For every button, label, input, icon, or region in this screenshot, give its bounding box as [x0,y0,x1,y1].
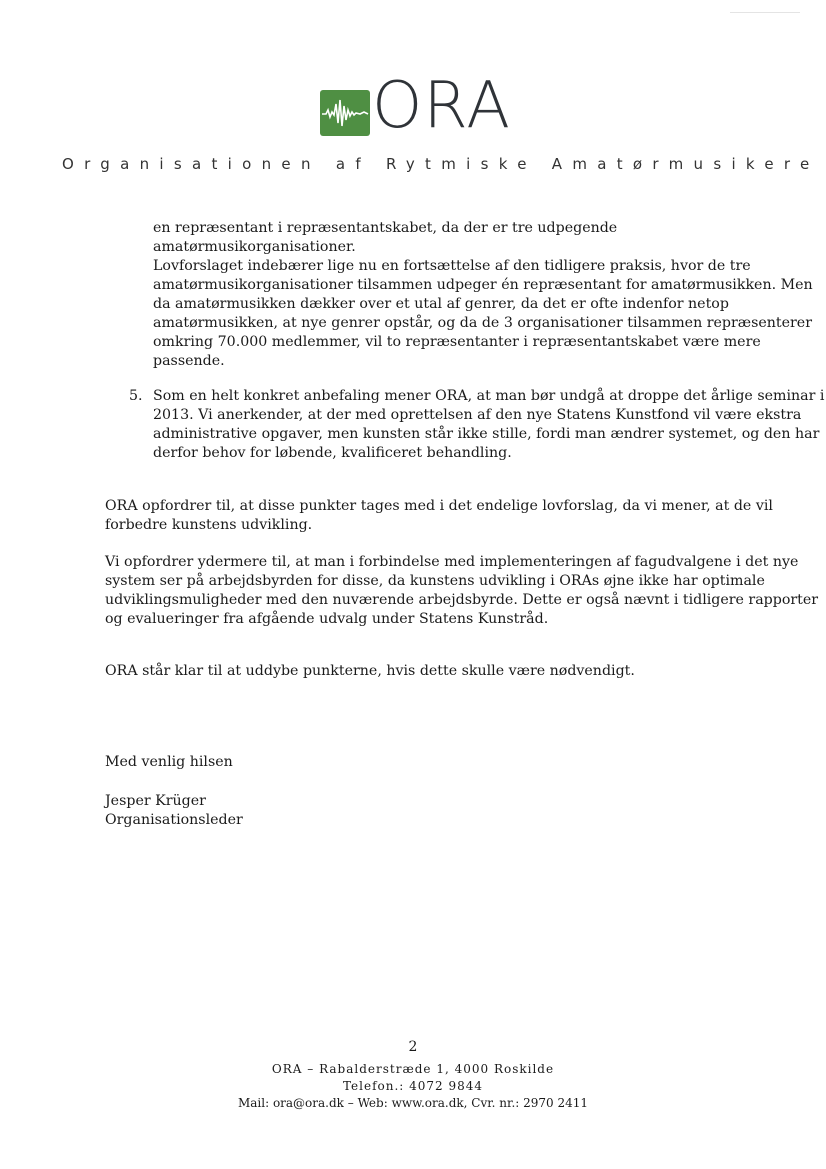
list-number: 5. [129,388,143,404]
text-line: passende. [153,353,225,369]
text-line: system ser på arbejdsbyrden for disse, da kunstens udvikling i ORAs øjne ikke har optimale [105,573,765,589]
text-line: omkring 70.000 medlemmer, vil to repræsentanter i repræsentantskabet være mere [153,334,761,350]
paragraph-availability: ORA står klar til at uddybe punkterne, hvis dette skulle være nødvendigt. [105,663,635,679]
signer-name: Jesper Krüger [105,793,206,809]
text-line: administrative opgaver, men kunsten står ikke stille, fordi man ændrer systemet, og den har [153,426,820,442]
footer-contact: Mail: ora@ora.dk – Web: www.ora.dk, Cvr. nr.: 2970 2411 [237,1096,589,1110]
text-line: Lovforslaget indebærer lige nu en fortsættelse af den tidligere praksis, hvor de tre [153,258,751,274]
footer-phone: Telefon.: 4072 9844 [342,1079,484,1093]
text-line: amatørmusikken, at nye genrer opstår, og da de 3 organisationer tilsammen repræsenterer [153,315,812,331]
closing-greeting: Med venlig hilsen [105,754,233,770]
waveform-icon [320,90,370,136]
organisation-tagline: Organisationen af Rytmiske Amatørmusikere [62,155,820,173]
text-line: forbedre kunstens udvikling. [105,517,313,533]
text-line: amatørmusikorganisationer tilsammen udpeger én repræsentant for amatørmusikken. Men [153,277,813,293]
signer-title: Organisationsleder [105,812,243,828]
text-line: amatørmusikorganisationer. [153,239,356,255]
text-line: Vi opfordrer ydermere til, at man i forbindelse med implementeringen af fagudvalgene i det nye [105,554,799,570]
text-line: udviklingsmuligheder med den nuværende arbejdsbyrde. Dette er også nævnt i tidligere rapporter [105,592,819,608]
footer-address: ORA – Rabalderstræde 1, 4000 Roskilde [271,1062,555,1076]
text-line: og evalueringer fra afgående udvalg under Statens Kunstråd. [105,611,549,627]
ora-logo [320,69,540,143]
scan-edge-mark [730,12,800,13]
text-line: Som en helt konkret anbefaling mener ORA, at man bør undgå at droppe det årlige seminar i [153,388,825,404]
text-line: 2013. Vi anerkender, at der med oprettelsen af den nye Statens Kunstfond vil være ekstra [153,407,802,423]
text-line: da amatørmusikken dækker over et utal af genrer, da det er ofte indenfor netop [153,296,729,312]
text-line: ORA opfordrer til, at disse punkter tages med i det endelige lovforslag, da vi mener, at de vil [105,498,773,514]
page-number: 2 [408,1039,418,1055]
text-line: derfor behov for løbende, kvalificeret behandling. [153,445,512,461]
logo-wordmark: ORA [372,69,512,143]
text-line: en repræsentant i repræsentantskabet, da der er tre udpegende [153,220,618,236]
